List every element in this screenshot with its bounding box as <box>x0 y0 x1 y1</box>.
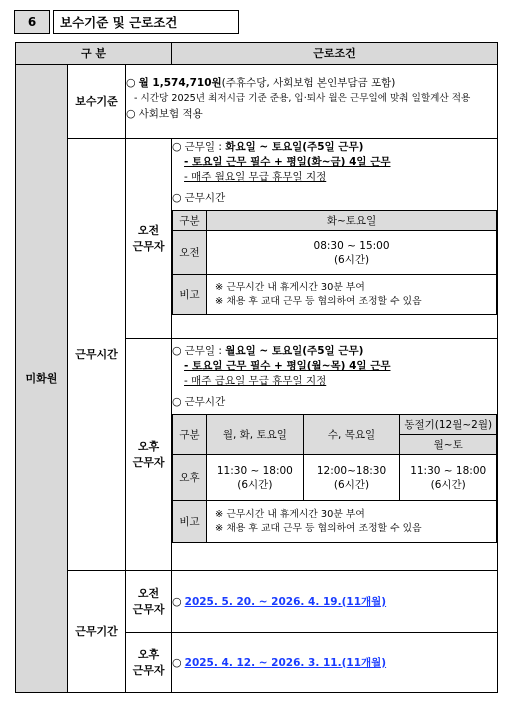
section-header <box>14 10 239 34</box>
pm-remark-1: ※ 근무시간 내 휴게시간 30분 부여 <box>215 508 365 520</box>
pm-worker-label <box>126 339 172 571</box>
pm-hours-table <box>172 414 497 543</box>
pm-col-3-bottom: 월~토 <box>400 435 497 455</box>
pm-sub-1: - 토요일 근무 필수 + 평일(월~목) 4일 근무 <box>184 360 391 372</box>
circle-bullet: ○ <box>172 140 182 153</box>
am-duration: (6시간) <box>333 253 370 266</box>
am-col-days: 화~토요일 <box>207 211 497 231</box>
period-pm-2: 근무자 <box>132 663 165 677</box>
pm-col-2: 수, 목요일 <box>303 415 400 455</box>
pm-time-cell-3 <box>400 455 497 501</box>
pm-dur-2: (6시간) <box>333 478 370 491</box>
period-am-content <box>172 571 498 633</box>
pm-hours-title <box>172 394 497 410</box>
period-pm-link[interactable]: 2025. 4. 12. ~ 2026. 3. 11.(11개월) <box>184 656 387 669</box>
pm-sub-2: - 매주 금요일 무급 휴무일 지정 <box>184 375 327 387</box>
am-remark <box>207 275 497 315</box>
pm-dur-1: (6시간) <box>237 478 273 491</box>
period-label: 근무기간 <box>68 571 126 693</box>
social-insurance: 사회보험 적용 <box>138 108 203 120</box>
period-am-line <box>172 594 497 610</box>
pay-content <box>126 65 498 139</box>
am-label-1: 오전 <box>137 223 160 237</box>
header-category: 구 분 <box>16 43 172 65</box>
am-time-cell <box>207 231 497 275</box>
am-worker-label <box>126 139 172 339</box>
worktime-label: 근무시간 <box>68 139 126 571</box>
pay-amount: 월 1,574,710원 <box>138 77 222 89</box>
am-hours-table <box>172 210 497 315</box>
period-am-link[interactable]: 2025. 5. 20. ~ 2026. 4. 19.(11개월) <box>184 595 387 608</box>
am-col-label: 구분 <box>173 211 207 231</box>
am-time: 08:30 ~ 15:00 <box>313 239 390 252</box>
pm-days <box>172 343 497 359</box>
period-am-1: 오전 <box>137 586 160 600</box>
pay-label: 보수기준 <box>68 65 126 139</box>
pm-time-cell-2 <box>303 455 400 501</box>
pm-time-cell-1 <box>207 455 304 501</box>
am-remark-1: ※ 근무시간 내 휴게시간 30분 부여 <box>215 281 365 293</box>
am-days-prefix: 근무일 : <box>184 141 226 153</box>
am-content <box>172 139 498 339</box>
pm-label-1: 오후 <box>137 439 160 453</box>
am-label-2: 근무자 <box>132 239 165 253</box>
pay-amount-note: (주휴수당, 사회보험 본인부담금 포함) <box>221 77 396 89</box>
circle-bullet: ○ <box>172 191 182 204</box>
am-remark-2: ※ 채용 후 교대 근무 등 협의하여 조정할 수 있음 <box>215 295 422 307</box>
am-remark-label: 비고 <box>173 275 207 315</box>
pm-remark <box>207 501 497 543</box>
circle-bullet: ○ <box>172 344 182 357</box>
period-pm-content <box>172 633 498 693</box>
pm-col-label: 구분 <box>173 415 207 455</box>
pay-line-3 <box>126 106 497 122</box>
circle-bullet: ○ <box>126 76 136 89</box>
pm-dur-3: (6시간) <box>430 478 466 491</box>
conditions-table <box>15 42 498 693</box>
header-conditions: 근로조건 <box>172 43 498 65</box>
pm-row-label: 오후 <box>173 455 207 501</box>
pm-days-prefix: 근무일 : <box>184 345 226 357</box>
pm-col-3-top: 동절기(12월~2월) <box>400 415 497 435</box>
period-am-label <box>126 571 172 633</box>
pm-time-3: 11:30 ~ 18:00 <box>410 464 487 477</box>
pm-col-1: 월, 화, 토요일 <box>207 415 304 455</box>
pm-hours-title-text: 근무시간 <box>184 396 226 408</box>
period-pm-1: 오후 <box>137 647 160 661</box>
circle-bullet: ○ <box>172 655 182 669</box>
pm-time-1: 11:30 ~ 18:00 <box>216 464 293 477</box>
period-pm-label <box>126 633 172 693</box>
am-days-value: 화요일 ~ 토요일(주5일 근무) <box>225 141 364 153</box>
am-hours-title <box>172 190 497 206</box>
am-hours-title-text: 근무시간 <box>184 192 226 204</box>
period-am-2: 근무자 <box>132 602 165 616</box>
am-days <box>172 139 497 155</box>
section-number: 6 <box>14 10 50 34</box>
pay-line-1 <box>126 75 497 91</box>
pm-label-2: 근무자 <box>132 455 165 469</box>
circle-bullet: ○ <box>172 395 182 408</box>
pm-remark-label: 비고 <box>173 501 207 543</box>
section-title: 보수기준 및 근로조건 <box>53 10 239 34</box>
pay-line-2: - 시간당 2025년 최저시급 기준 준용, 입·퇴사 월은 근무일에 맞춰 일할계산 적용 <box>134 93 471 104</box>
pm-days-value: 월요일 ~ 토요일(주5일 근무) <box>225 345 364 357</box>
am-sub-1: - 토요일 근무 필수 + 평일(화~금) 4일 근무 <box>184 156 391 168</box>
am-sub-2: - 매주 월요일 무급 휴무일 지정 <box>184 171 327 183</box>
pm-time-2: 12:00~18:30 <box>316 464 387 477</box>
circle-bullet: ○ <box>172 594 182 608</box>
group-label: 미화원 <box>16 65 68 693</box>
pm-remark-2: ※ 채용 후 교대 근무 등 협의하여 조정할 수 있음 <box>215 522 422 534</box>
period-pm-line <box>172 655 497 671</box>
am-row-label: 오전 <box>173 231 207 275</box>
pm-content <box>172 339 498 571</box>
circle-bullet: ○ <box>126 107 136 120</box>
